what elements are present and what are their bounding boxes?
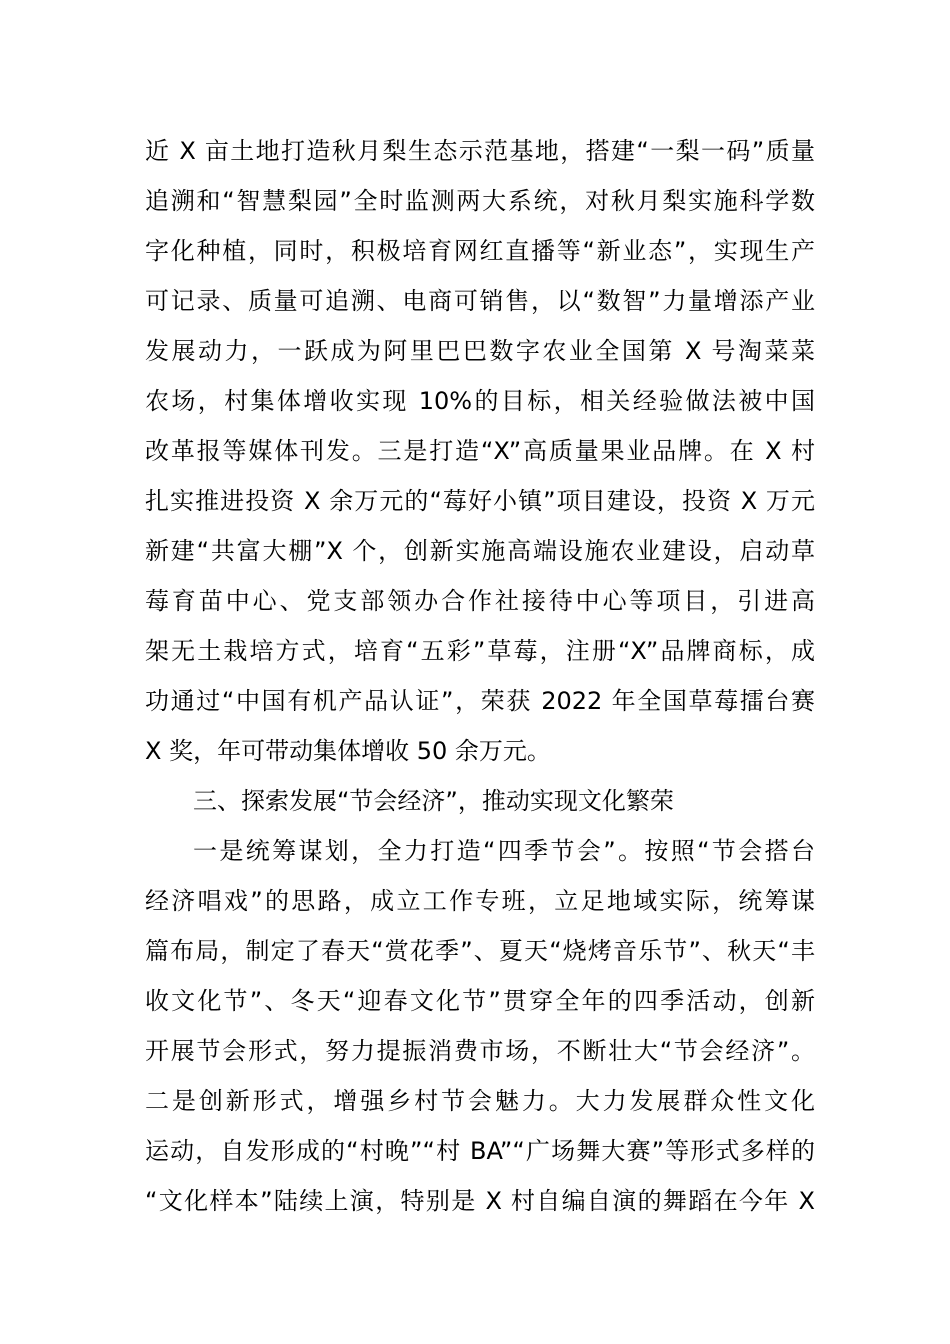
document-body xyxy=(145,126,815,1226)
text-line: 收文化节”、冬天“迎春文化节”贯穿全年的四季活动，创新 xyxy=(145,987,815,1015)
text-line: “文化样本”陆续上演，特别是 X 村自编自演的舞蹈在今年 X xyxy=(145,1187,815,1215)
text-line: 追溯和“智慧梨园”全时监测两大系统，对秋月梨实施科学数 xyxy=(145,187,815,215)
text-line: 经济唱戏”的思路，成立工作专班，立足地域实际，统筹谋 xyxy=(145,887,815,915)
text-line: 新建“共富大棚”X 个，创新实施高端设施农业建设，启动草 xyxy=(145,537,815,565)
text-line: 改革报等媒体刊发。三是打造“X”高质量果业品牌。在 X 村 xyxy=(145,437,815,465)
text-line: 可记录、质量可追溯、电商可销售，以“数智”力量增添产业 xyxy=(145,287,815,315)
text-line: 字化种植，同时，积极培育网红直播等“新业态”，实现生产 xyxy=(145,237,815,265)
text-line: 莓育苗中心、党支部领办合作社接待中心等项目，引进高 xyxy=(145,587,815,615)
text-line: 近 X 亩土地打造秋月梨生态示范基地，搭建“一梨一码”质量 xyxy=(145,137,815,165)
text-line: 架无土栽培方式，培育“五彩”草莓，注册“X”品牌商标，成 xyxy=(145,637,815,665)
text-line: 篇布局，制定了春天“赏花季”、夏天“烧烤音乐节”、秋天“丰 xyxy=(145,937,815,965)
text-line: 功通过“中国有机产品认证”，荣获 2022 年全国草莓擂台赛 xyxy=(145,687,815,715)
text-line: 发展动力，一跃成为阿里巴巴数字农业全国第 X 号淘菜菜 xyxy=(145,337,815,365)
text-line: 二是创新形式，增强乡村节会魅力。大力发展群众性文化 xyxy=(145,1087,815,1115)
text-line: 一是统筹谋划，全力打造“四季节会”。按照“节会搭台 xyxy=(193,837,815,865)
text-line: 农场，村集体增收实现 10%的目标，相关经验做法被中国 xyxy=(145,387,815,415)
text-line: X 奖，年可带动集体增收 50 余万元。 xyxy=(145,737,551,765)
text-line: 扎实推进投资 X 余万元的“莓好小镇”项目建设，投资 X 万元 xyxy=(145,487,815,515)
section-heading: 三、探索发展“节会经济”，推动实现文化繁荣 xyxy=(193,787,674,815)
text-line: 开展节会形式，努力提振消费市场，不断壮大“节会经济”。 xyxy=(145,1037,815,1065)
text-line: 运动，自发形成的“村晚”“村 BA”“广场舞大赛”等形式多样的 xyxy=(145,1137,815,1165)
